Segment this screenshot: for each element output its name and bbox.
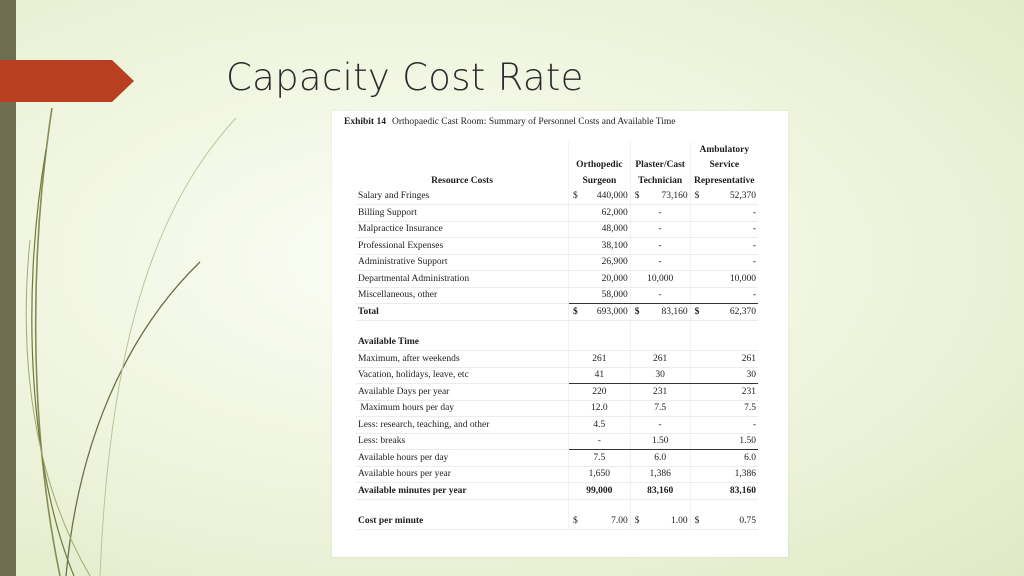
table-row: Less: breaks - 1.50 1.50 — [356, 433, 758, 450]
col2-header-line2: Technician — [630, 173, 690, 189]
row-label: Available hours per year — [356, 466, 568, 483]
row-label: Less: breaks — [356, 433, 568, 450]
row-label: Vacation, holidays, leave, etc — [356, 367, 568, 384]
table-row: Professional Expenses 38,100 - - — [356, 238, 758, 255]
header-row-1 — [356, 158, 758, 174]
header-row-0 — [356, 142, 758, 158]
table-row: Available Days per year 220 231 231 — [356, 384, 758, 401]
exhibit-caption — [344, 117, 675, 127]
row-label: Available hours per day — [356, 450, 568, 467]
table-row: Available hours per day 7.5 6.0 6.0 — [356, 450, 758, 467]
col1-header-line2: Surgeon — [568, 173, 630, 189]
row-label: Billing Support — [356, 205, 568, 222]
row-label: Available minutes per year — [356, 483, 568, 500]
row-label: Malpractice Insurance — [356, 221, 568, 238]
cost-table — [356, 142, 758, 530]
exhibit-document — [332, 111, 788, 557]
col2-header-line1: Plaster/Cast — [630, 158, 690, 174]
table-row: Miscellaneous, other 58,000 - - — [356, 287, 758, 304]
row-label: Departmental Administration — [356, 271, 568, 288]
table-row: Billing Support 62,000 - - — [356, 205, 758, 222]
exhibit-label: Exhibit 14 — [344, 117, 386, 127]
row-label: Maximum hours per day — [356, 400, 568, 417]
row-label: Less: research, teaching, and other — [356, 417, 568, 434]
row-label: Salary and Fringes — [356, 189, 568, 205]
table-row: Departmental Administration 20,000 10,000 10,000 — [356, 271, 758, 288]
available-time-header-row — [356, 335, 758, 351]
row-label: Administrative Support — [356, 254, 568, 271]
total-row: Total $ 693,000 $ 83,160 $ 62,370 — [356, 304, 758, 321]
table-row: Maximum, after weekends 261 261 261 — [356, 351, 758, 368]
col3-header-line1: Service — [690, 158, 758, 174]
exhibit-caption-text: Orthopaedic Cast Room: Summary of Personnel Costs and Available Time — [391, 117, 676, 127]
table-row: Malpractice Insurance 48,000 - - — [356, 221, 758, 238]
title-accent-arrow — [0, 60, 134, 102]
row-label: Maximum, after weekends — [356, 351, 568, 368]
table-row: Less: research, teaching, and other 4.5 - - — [356, 417, 758, 434]
row-label: Miscellaneous, other — [356, 287, 568, 304]
col3-header-line0: Ambulatory — [690, 142, 758, 158]
cost-per-minute-label: Cost per minute — [356, 514, 568, 530]
row-label: Available Days per year — [356, 384, 568, 401]
table-row: Maximum hours per day 12.0 7.5 7.5 — [356, 400, 758, 417]
row-label: Professional Expenses — [356, 238, 568, 255]
cost-per-minute-row: Cost per minute $ 7.00 $ 1.00 $ 0.75 — [356, 514, 758, 530]
table-row: Administrative Support 26,900 - - — [356, 254, 758, 271]
col1-header-line1: Orthopedic — [568, 158, 630, 174]
table-row: Salary and Fringes $ 440,000 $ 73,160 $ 52,370 — [356, 189, 758, 205]
header-row-2 — [356, 173, 758, 189]
table-row: Vacation, holidays, leave, etc 41 30 30 — [356, 367, 758, 384]
resource-costs-header: Resource Costs — [431, 175, 493, 186]
table-row: Available hours per year 1,650 1,386 1,386 — [356, 466, 758, 483]
total-label: Total — [356, 304, 568, 321]
col3-header-line2: Representative — [690, 173, 758, 189]
table-row: Available minutes per year 99,000 83,160 83,160 — [356, 483, 758, 500]
slide-title: Capacity Cost Rate — [226, 56, 584, 99]
available-time-header: Available Time — [356, 335, 568, 351]
